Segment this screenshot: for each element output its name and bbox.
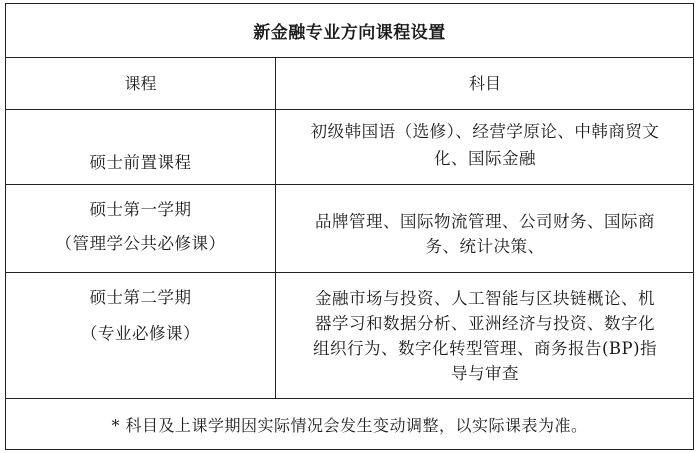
course-cell [6, 185, 276, 272]
header-course: 课程 [124, 73, 157, 93]
subjects-line: 导与审查 [451, 364, 519, 383]
table-title: 新金融专业方向课程设置 [253, 23, 446, 43]
subjects-line: 器学习和数据分析、亚洲经济与投资、数字化 [315, 314, 655, 333]
course-name: 硕士第二学期 [89, 288, 192, 307]
course-subtitle: （专业必修课） [81, 324, 200, 343]
course-subtitle: （管理学公共必修课） [55, 234, 226, 253]
header-subject: 科目 [468, 73, 501, 93]
table-row [6, 273, 693, 399]
table-header-row [6, 58, 693, 110]
course-name: 硕士前置课程 [89, 153, 192, 172]
course-name: 硕士第一学期 [89, 200, 192, 219]
course-cell [6, 273, 276, 398]
header-subject-cell [277, 58, 693, 109]
table-note: * 科目及上课学期因实际情况会发生变动调整，以实际课表为准。 [111, 416, 588, 435]
subjects-line: 品牌管理、国际物流管理、公司财务、国际商 [315, 212, 655, 231]
subject-cell [277, 110, 693, 184]
subject-cell [277, 185, 693, 272]
subjects-line: 组织行为、数字化转型管理、商务报告(BP)指 [312, 339, 658, 358]
table-row [6, 110, 693, 185]
subject-cell [277, 273, 693, 398]
header-course-cell [6, 58, 276, 109]
subjects-line: 初级韩国语（选修）、经营学原论、中韩商贸文 [310, 122, 660, 141]
subjects-line: 化、国际金融 [434, 149, 536, 168]
course-cell [6, 110, 276, 184]
table-note-row [6, 399, 693, 450]
subjects-line: 务、统计决策、 [425, 237, 545, 256]
course-table [5, 3, 694, 450]
table-row [6, 185, 693, 273]
table-title-row [6, 4, 693, 58]
subjects-line: 金融市场与投资、人工智能与区块链概论、机 [315, 289, 655, 308]
